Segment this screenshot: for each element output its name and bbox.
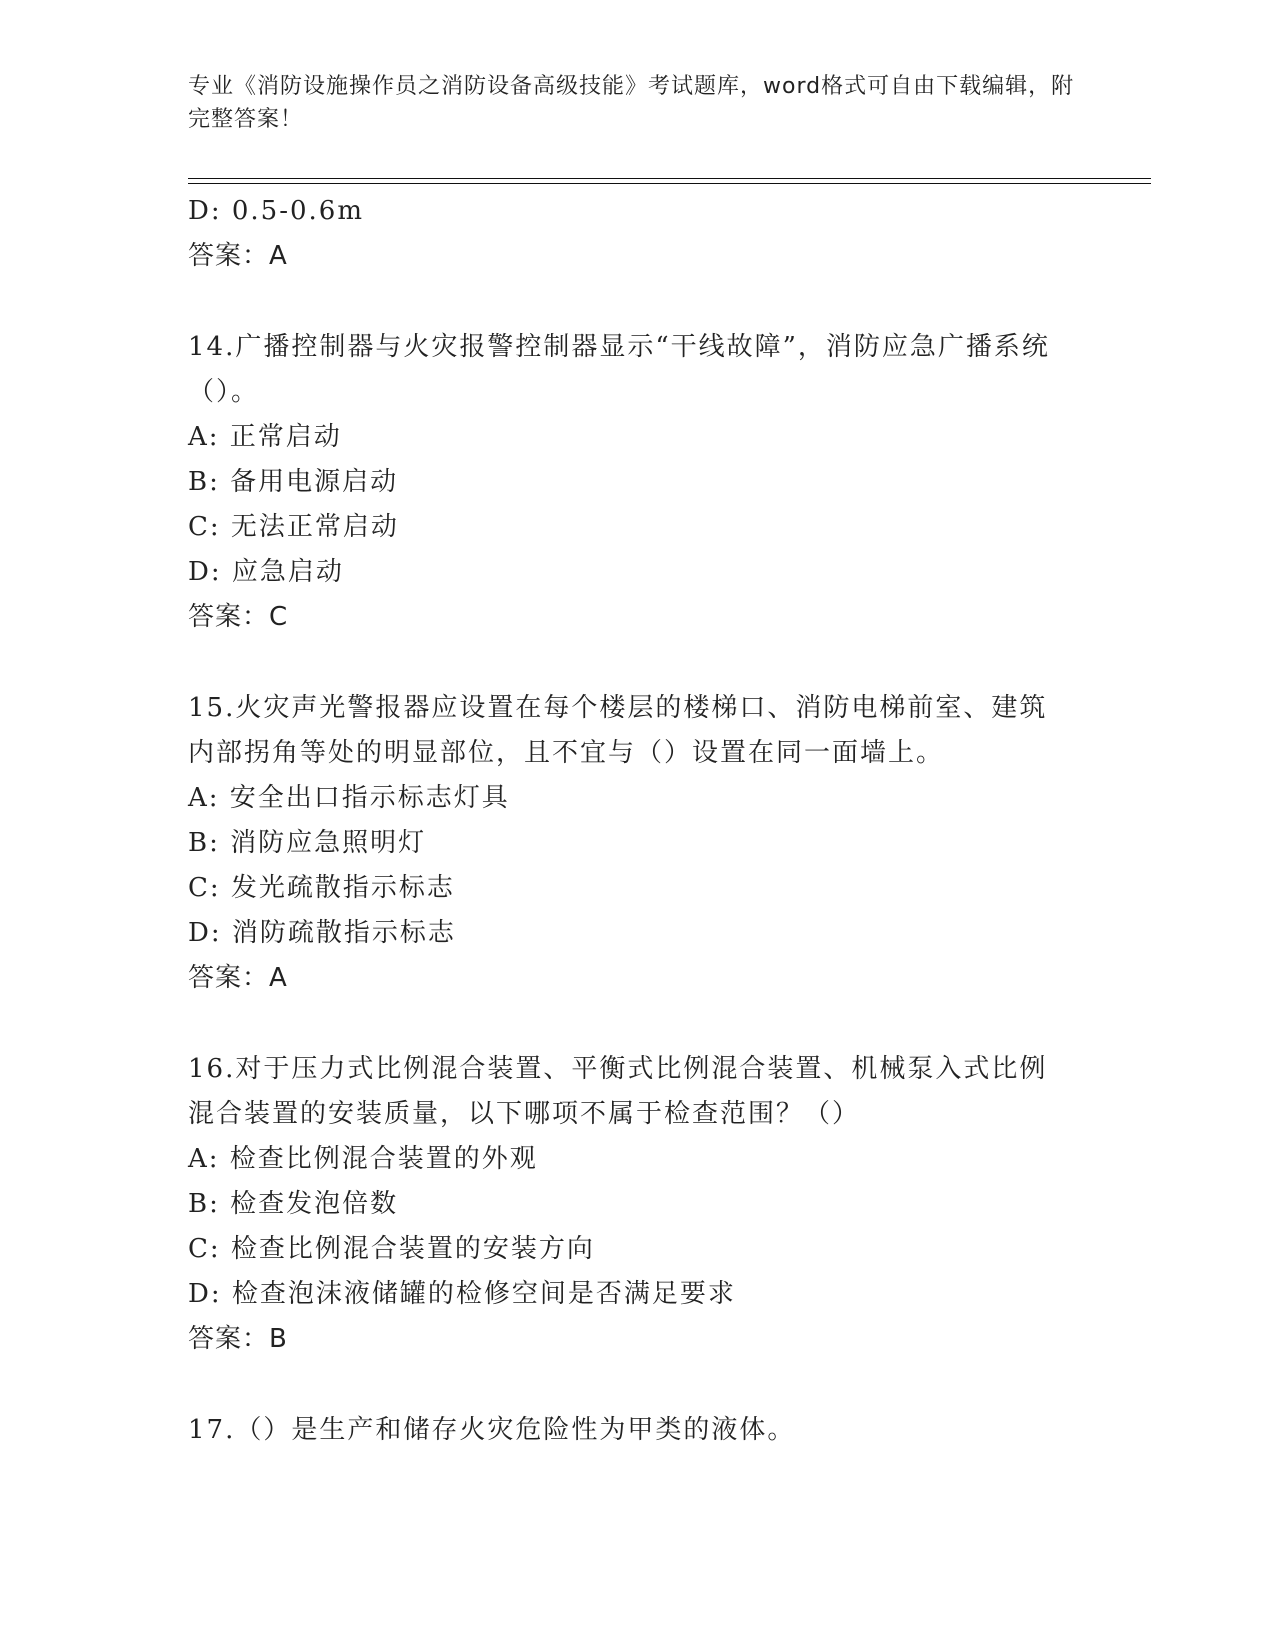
question-content <box>188 189 1088 1453</box>
option-a: A: 检查比例混合装置的外观 <box>188 1144 538 1174</box>
option-d: D: 检查泡沫液储罐的检修空间是否满足要求 <box>188 1279 736 1309</box>
question-15 <box>188 686 1088 1001</box>
question-text: 15.火灾声光警报器应设置在每个楼层的楼梯口、消防电梯前室、建筑内部拐角等处的明显部位，且不宜与（）设置在同一面墙上。 <box>188 693 1048 768</box>
question-text: 14.广播控制器与火灾报警控制器显示“干线故障”，消防应急广播系统（）。 <box>188 332 1050 407</box>
document-header: 专业《消防设施操作员之消防设备高级技能》考试题库，word格式可自由下载编辑，附完整答案！ <box>188 74 1075 132</box>
question-14 <box>188 325 1088 640</box>
option-c: C: 发光疏散指示标志 <box>188 873 455 903</box>
answer: 答案：B <box>188 1324 288 1354</box>
question-text: 17.（）是生产和储存火灾危险性为甲类的液体。 <box>188 1415 796 1445</box>
header-divider-top <box>188 178 1151 179</box>
option-a: A: 安全出口指示标志灯具 <box>188 783 510 813</box>
answer: 答案：A <box>188 963 288 993</box>
option-a: A: 正常启动 <box>188 422 342 452</box>
option-b: B: 备用电源启动 <box>188 467 399 497</box>
option-c: C: 无法正常启动 <box>188 512 399 542</box>
option-b: B: 消防应急照明灯 <box>188 828 427 858</box>
option-b: B: 检查发泡倍数 <box>188 1189 399 1219</box>
option-c: C: 检查比例混合装置的安装方向 <box>188 1234 595 1264</box>
question-text: 16.对于压力式比例混合装置、平衡式比例混合装置、机械泵入式比例混合装置的安装质量，以下哪项不属于检查范围？（） <box>188 1054 1048 1129</box>
option-d: D: 应急启动 <box>188 557 344 587</box>
question-16 <box>188 1047 1088 1362</box>
answer: 答案：C <box>188 602 289 632</box>
question-17 <box>188 1408 1088 1453</box>
header-divider-bottom <box>188 183 1151 184</box>
option-d: D: 消防疏散指示标志 <box>188 918 456 948</box>
option-d: D: 0.5-0.6m <box>188 196 365 226</box>
answer: 答案：A <box>188 241 288 271</box>
